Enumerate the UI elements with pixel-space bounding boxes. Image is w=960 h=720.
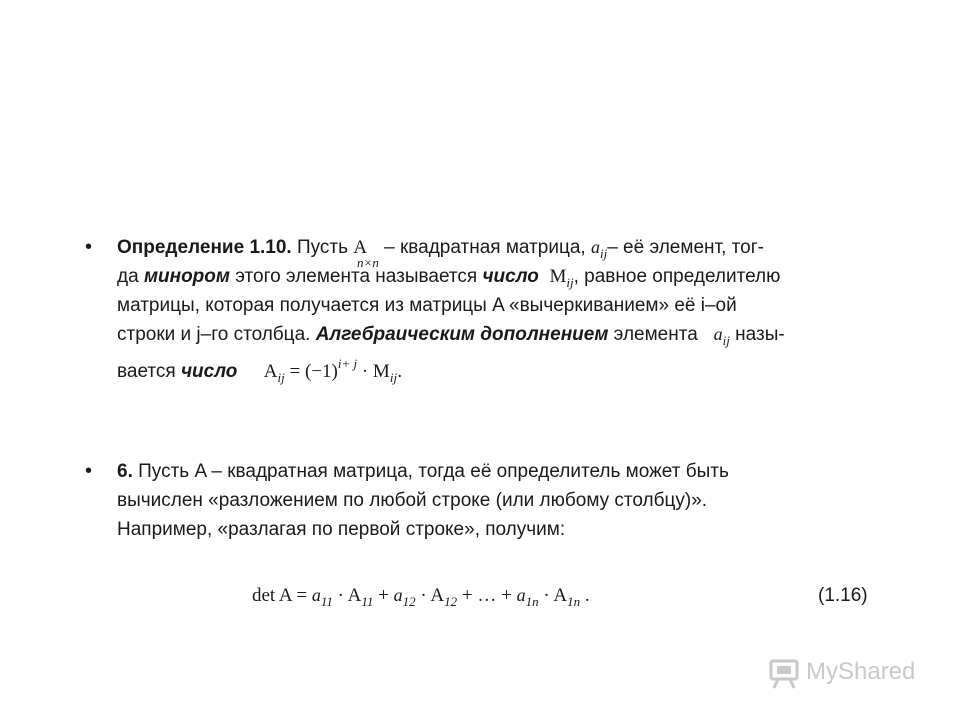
expansion-formula: $\det A = a_{11} \cdot A_{11} + a_{12} \cdot A_{12}$ + … + $a_{1n} \cdot A_{1n}$ . (252, 585, 590, 609)
watermark (768, 655, 928, 691)
watermark-text: MyShared (806, 658, 916, 685)
definition-line-4: строки и j–го столбца. Алгебраическим дополнением элемента $a_{ij}$ назы- (117, 324, 785, 348)
cofactor-formula: $A_{ij} = (-1)^{i+ j} \cdot M_{ij}$ (263, 356, 398, 385)
bullet: • (85, 236, 93, 258)
term-minor: минором (143, 266, 230, 287)
formula-number: (1.16) (818, 585, 868, 606)
property-number: 6. (117, 461, 133, 482)
presentation-icon (768, 657, 802, 691)
definition-line-3: матрицы, которая получается из матрицы A «вычеркиванием» её i–ой (117, 295, 737, 316)
definition-line-5: вается число $A_{ij} = (-1)^{i+ j} \cdot M_{ij}$. (117, 356, 403, 385)
definition-line-2: да минором этого элемента называется число $M_{ij}$, равное определителю (117, 266, 781, 290)
bullet: • (85, 460, 93, 482)
definition-line-1: Определение 1.10. Пусть $A_{n\times n}$ – квадратная матрица, $a_{ij}-$ её элемент, тог- (117, 237, 764, 270)
property-line-1: 6. Пусть A – квадратная матрица, тогда её определитель может быть (117, 461, 729, 482)
property-line-3: Например, «разлагая по первой строке», получим: (117, 519, 566, 540)
term-cofactor: Алгебраическим дополнением (315, 324, 609, 345)
definition-heading: Определение 1.10. (117, 237, 292, 258)
property-line-2: вычислен «разложением по любой строке (или любому столбцу)». (117, 490, 708, 511)
